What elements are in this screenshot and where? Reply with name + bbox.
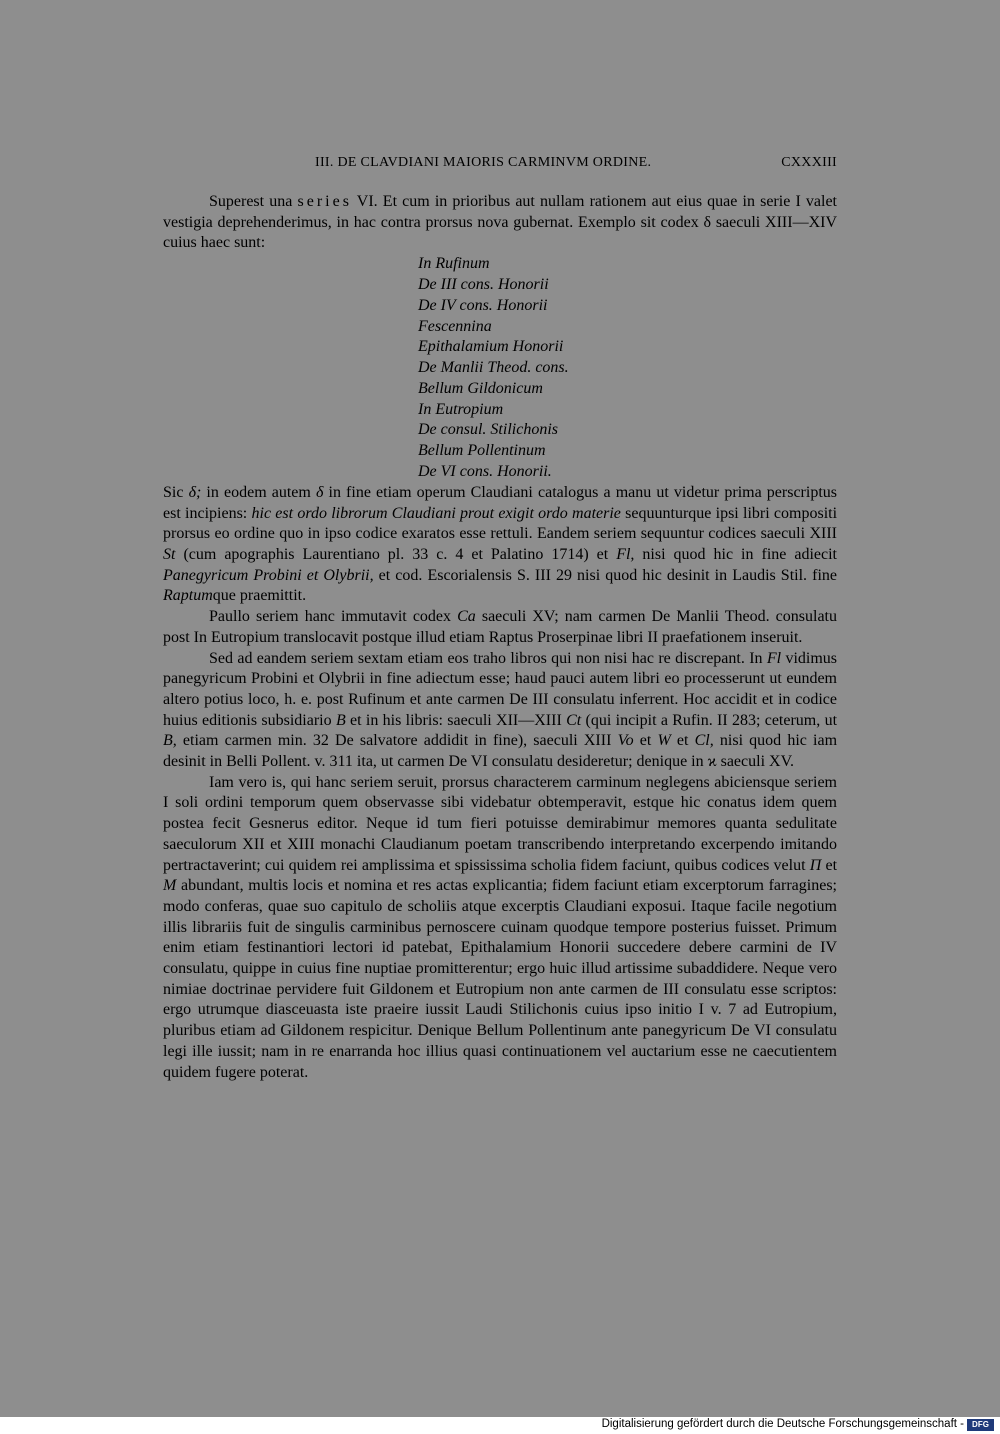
text-span: etiam carmen min. 32 De salvatore addidit in fine), saeculi XIII <box>176 732 618 750</box>
page-content <box>163 150 837 1083</box>
siglum: B, <box>163 732 177 750</box>
text-span: (qui incipit a Rufin. II 283; ceterum, ut <box>581 711 838 729</box>
siglum: Ca <box>457 608 476 626</box>
running-header <box>163 150 837 172</box>
list-item: De III cons. Honorii <box>418 275 549 293</box>
poem-list <box>163 254 837 483</box>
list-item: Epithalamium Honorii <box>418 338 564 356</box>
text-span: Iam vero is, qui hanc seriem seruit, prorsus characterem carminum neglegens abiciensque seriem I soli ordini temporum quem observasse sibi videbatur obtemperavit, estque hic conatus idem quem postea fecit Gesnerus editor. Neque id tum fieri potuisse demirabimur memores quanta sedulitate saeculorum XII et XIII monachi Claudianum poetam transcribendo interpretando excerpendo imitando pertractaverint; cui quidem rei amplissima et spississima scholia fidem faciunt, quibus codices velut <box>163 773 837 874</box>
paragraph-3 <box>163 649 837 773</box>
siglum: Vo <box>617 732 634 750</box>
paragraph-4 <box>163 773 837 1084</box>
body-text <box>163 192 837 1083</box>
siglum: δ <box>315 483 324 501</box>
siglum: Cl, <box>694 732 714 750</box>
list-item: De Manlii Theod. cons. <box>418 359 569 377</box>
spaced-word: series <box>297 193 352 210</box>
text-span: abundant, multis locis et nomina et res actas explicantia; fidem faciunt etiam excerptorum farragines; modo conferas, quae suo capitulo de scholiis atque excerptis Claudiani exposui. Itaque facile negotium illis librariis fuit de singulis carminibus pernoscere cuinam quodque tempore posterius fuisset. Primum enim etiam festinantiori lectori id patebat, Epithalamium Honorii succedere debere carmini de IV consulatu, quippe in cuius fine nuptiae promitterentur; ergo huic illud artissime subaddidere. Neque vero nimiae doctrinae pervidere fuit Gildonem et Eutropium non ante carmen de III consulatu esse scriptos: ergo utrumque diasceuasta iste praeire iussit Laudi Stilichonis cuius ipso initio I v. 7 ad Eutropium, pluribus etiam ad Gildonem respicitur. Denique Bellum Pollentinum ante panegyricum De VI consulatu legi ille iussit; nam in re enarranda hoc illius quasi continuationem vel auctarium esse ne caecutientem quidem fugere poterat. <box>163 877 837 1081</box>
text-span: et <box>670 732 695 750</box>
footer-bar <box>0 1417 1000 1434</box>
siglum: B <box>335 711 346 729</box>
paragraph-1 <box>163 483 837 607</box>
text-span: et in his libris: saeculi XII—XIII <box>345 711 567 729</box>
text-span: saeculi XV; nam carmen De Manlii Theod. consulatu post In Eutropium translocavit postque illud etiam Raptus Proserpinae libri II praefationem inseruit. <box>163 608 838 646</box>
list-item: In Rufinum <box>418 255 490 273</box>
paragraph-intro <box>163 192 837 254</box>
siglum: δ; <box>188 483 202 501</box>
list-item: Fescennina <box>418 317 492 335</box>
work-title: Panegyricum Probini et Olybrii, <box>163 566 374 584</box>
list-item: De VI cons. Honorii. <box>418 463 552 481</box>
siglum: Π <box>809 856 822 874</box>
text-span: nisi quod hic in fine adiecit <box>634 545 838 563</box>
siglum: Fl <box>766 649 782 667</box>
text-span: et <box>821 856 838 874</box>
text-span: nisi quod hic iam desinit in Belli Pollent. v. 311 ita, ut carmen De VI consulatu desideretur; denique in ϰ saeculi XV. <box>163 732 838 771</box>
list-item: De consul. Stilichonis <box>418 421 558 439</box>
text-span: que praemittit. <box>212 587 307 605</box>
text-span: in eodem autem <box>201 483 316 501</box>
text-span: et cod. Escorialensis S. III 29 nisi quod hic desinit in Laudis Stil. fine <box>373 566 837 584</box>
text-span: vidimus panegyricum Probini et Olybrii in fine adiectum esse; haud pauci autem libri eo processerunt ut eundem altero potius loco, h. e. post Rufinum et ante carmen De III consulatu inferrent. Hoc accidit et in codice huius editionis subsidiario <box>163 649 838 729</box>
text-span: et <box>633 732 658 750</box>
quotation: hic est ordo librorum Claudiani prout exigit ordo materie <box>251 504 621 522</box>
page-number: CXXXIII <box>781 155 837 170</box>
list-item: Bellum Gildonicum <box>418 379 543 397</box>
text-span: VI. Et cum in prioribus aut nullam rationem aut eius quae in serie I valet vestigia deprehenderimus, in hac contra prorsus nova gubernat. Exemplo sit codex δ saeculi XIII—XIV cuius haec sunt: <box>163 193 837 252</box>
work-title: Raptum <box>163 587 213 605</box>
text-span: Superest una <box>209 193 298 210</box>
list-item: Bellum Pollentinum <box>418 442 546 460</box>
text-span: (cum apographis Laurentiano pl. 33 c. 4 et Palatino 1714) et <box>175 545 617 563</box>
siglum: Ct <box>566 711 582 729</box>
siglum: W <box>657 732 671 750</box>
running-title: III. DE CLAVDIANI MAIORIS CARMINVM ORDINE. <box>315 155 652 170</box>
text-span: in fine etiam operum Claudiani catalogus a manu ut videtur prima perscriptus est incipiens: <box>163 483 837 522</box>
text-span: Paullo seriem hanc immutavit codex <box>209 608 458 626</box>
list-item: In Eutropium <box>418 400 504 418</box>
siglum: St <box>163 545 176 563</box>
paragraph-2 <box>163 607 837 648</box>
siglum: M <box>163 877 177 895</box>
text-span: sequunturque ipsi libri compositi prorsus eo ordine quo in ipso codice exaratos esse rettuli. Eandem seriem sequuntur codices saeculi XIII <box>163 504 838 543</box>
text-span: Sic <box>163 483 189 501</box>
list-item: De IV cons. Honorii <box>418 296 548 314</box>
dfg-logo-icon: DFG <box>967 1419 994 1431</box>
text-span: Sed ad eandem seriem sextam etiam eos traho libros qui non nisi hac re discrepant. In <box>209 649 767 667</box>
siglum: Fl, <box>616 545 635 563</box>
funding-credit: Digitalisierung gefördert durch die Deutsche Forschungsgemeinschaft - <box>601 1418 964 1430</box>
